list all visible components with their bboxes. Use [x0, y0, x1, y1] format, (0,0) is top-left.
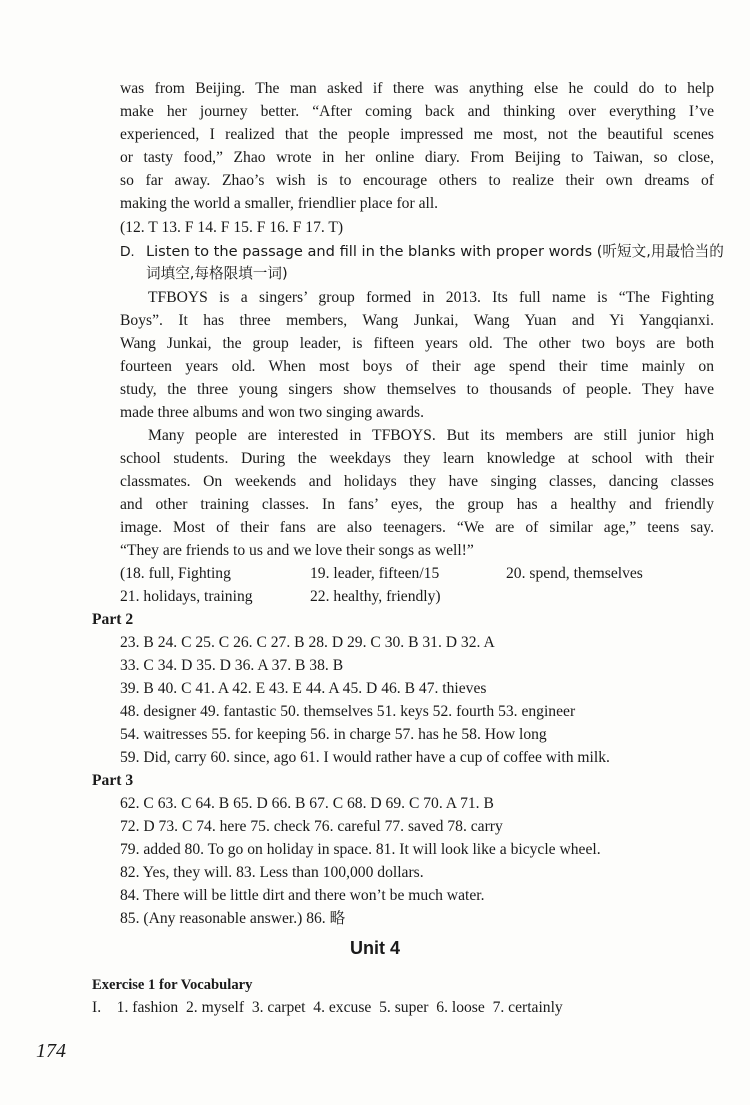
answers-d-item: 21. holidays, training [120, 588, 253, 605]
unit-title: Unit 4 [349, 938, 400, 958]
part2-line: 59. Did, carry 60. since, ago 61. I would rather have a cup of coffee with milk. [120, 749, 610, 766]
part3-line: 82. Yes, they will. 83. Less than 100,000 dollars. [120, 864, 424, 881]
part2-line: 48. designer 49. fantastic 50. themselves 51. keys 52. fourth 53. engineer [120, 703, 576, 720]
passage-d-line: Boys”. It has three members, Wang Junkai, Wang Yuan and Yi Yangqianxi. [120, 312, 714, 329]
part2-line: 39. B 40. C 41. A 42. E 43. E 44. A 45. D 46. B 47. thieves [120, 680, 487, 697]
part3-line: 84. There will be little dirt and there won’t be much water. [120, 887, 485, 904]
passage-d-line: school students. During the weekdays they learn knowledge at school with their [120, 450, 714, 467]
passage-d-line: fourteen years old. When most boys of their age spend their time mainly on [120, 358, 714, 375]
passage-d-line: classmates. On weekends and holidays they have singing classes, dancing classes [120, 473, 714, 490]
passage-d-line: Wang Junkai, the group leader, is fifteen years old. The other two boys are both [120, 335, 714, 352]
passage-c-line: making the world a smaller, friendlier place for all. [120, 195, 439, 212]
part3-line: 79. added 80. To go on holiday in space. 81. It will look like a bicycle wheel. [120, 841, 601, 858]
passage-d-line: TFBOYS is a singers’ group formed in 2013. Its full name is “The Fighting [148, 289, 714, 306]
part3-line: 85. (Any reasonable answer.) 86. 略 [120, 910, 346, 927]
vocab-answers-line: I. 1. fashion 2. myself 3. carpet 4. excuse 5. super 6. loose 7. certainly [92, 999, 563, 1016]
answers-d-item: 19. leader, fifteen/15 [310, 565, 440, 582]
part3-line: 62. C 63. C 64. B 65. D 66. B 67. C 68. D 69. C 70. A 71. B [120, 795, 494, 812]
passage-d-line: Many people are interested in TFBOYS. But its members are still junior high [148, 427, 714, 444]
answers-c: (12. T 13. F 14. F 15. F 16. F 17. T) [120, 219, 344, 236]
part2-line: 33. C 34. D 35. D 36. A 37. B 38. B [120, 657, 344, 674]
passage-d-line: and other training classes. In fans’ eyes, the group has a healthy and friendly [120, 496, 714, 513]
exercise-title: Exercise 1 for Vocabulary [92, 977, 253, 993]
part2-line: 54. waitresses 55. for keeping 56. in charge 57. has he 58. How long [120, 726, 547, 743]
answers-d-item: 22. healthy, friendly) [310, 588, 441, 605]
passage-d-line: “They are friends to us and we love their songs as well!” [120, 542, 474, 559]
part2-title: Part 2 [92, 611, 134, 628]
part3-line: 72. D 73. C 74. here 75. check 76. careful 77. saved 78. carry [120, 818, 503, 835]
passage-d-line: made three albums and won two singing awards. [120, 404, 425, 421]
passage-c-line: or tasty food,” Zhao wrote in her online diary. From Beijing to Taiwan, so close, [120, 149, 714, 166]
passage-c-line: so far away. Zhao’s wish is to encourage others to realize their own dreams of [120, 172, 714, 189]
answers-d-item: (18. full, Fighting [120, 565, 231, 582]
page-number: 174 [36, 1040, 66, 1062]
passage-d-line: study, the three young singers show themselves to thousands of people. They have [120, 381, 714, 398]
section-d-instruction: Listen to the passage and fill in the blanks with proper words (听短文,用最恰当的 [146, 243, 724, 260]
part3-title: Part 3 [92, 772, 134, 789]
part2-line: 23. B 24. C 25. C 26. C 27. B 28. D 29. C 30. B 31. D 32. A [120, 634, 495, 651]
passage-d-line: image. Most of their fans are also teenagers. “We are of similar age,” teens say. [120, 519, 714, 536]
section-d-instruction: 词填空,每格限填一词) [146, 265, 288, 282]
passage-c-line: experienced, I realized that the people impressed me most, not the beautiful scenes [120, 126, 714, 143]
answers-d-item: 20. spend, themselves [506, 565, 643, 582]
section-d-label: D. [120, 244, 135, 260]
passage-c-line: make her journey better. “After coming back and thinking over everything I’ve [120, 103, 714, 120]
passage-c-line: was from Beijing. The man asked if there was anything else he could do to help [120, 80, 714, 97]
